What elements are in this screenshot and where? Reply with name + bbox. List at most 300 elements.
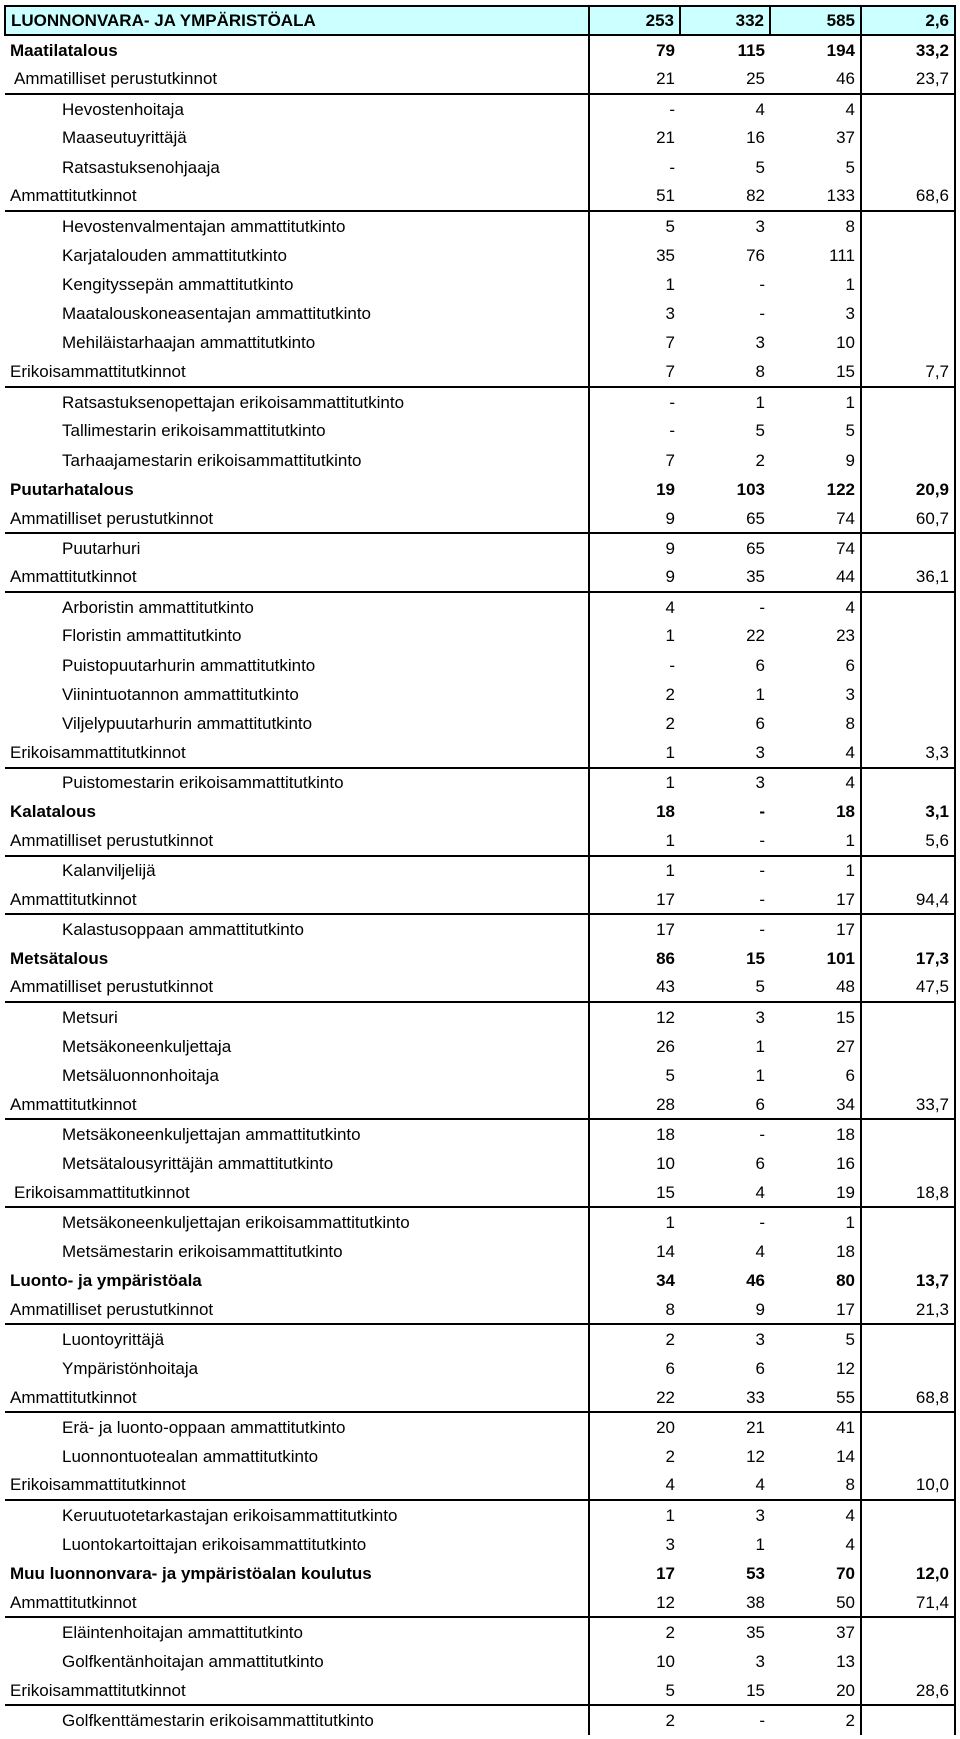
qualification-row <box>5 1061 955 1090</box>
value-cell-d <box>861 1412 955 1441</box>
value-cell-c: 4 <box>845 773 855 793</box>
row-label: Ratsastuksenohjaaja <box>5 152 589 181</box>
value-cell-b: 35 <box>680 563 770 592</box>
value-cell-d <box>861 621 955 650</box>
row-label: Metsäkoneenkuljettaja <box>5 1031 589 1060</box>
value-cell-c: 8 <box>845 216 855 236</box>
value-cell-d <box>861 1061 955 1090</box>
section-row <box>5 1266 955 1295</box>
value-cell-a: 9 <box>665 538 675 558</box>
value-cell-b: 21 <box>746 1417 765 1437</box>
value-cell-b: 3 <box>755 1007 765 1027</box>
category-row <box>5 738 955 767</box>
value-cell-a: 7 <box>589 358 680 387</box>
value-cell-a: 7 <box>665 450 675 470</box>
value-cell-c: 1 <box>845 392 855 412</box>
value-cell-a: 20 <box>656 1417 675 1437</box>
qualification-row <box>5 416 955 445</box>
value-cell-b: 5 <box>680 973 770 1002</box>
value-cell-b: - <box>759 1124 765 1144</box>
value-cell-c: 13 <box>836 1651 855 1671</box>
table-body <box>5 6 955 1735</box>
value-cell-d <box>861 1207 955 1236</box>
value-cell-a: 26 <box>656 1036 675 1056</box>
value-cell-c: 15 <box>770 358 861 387</box>
value-cell-c: 19 <box>770 1178 861 1207</box>
category-row <box>5 504 955 533</box>
value-cell-b: 1 <box>755 684 765 704</box>
value-cell-d <box>861 1617 955 1646</box>
qualification-row <box>5 768 955 797</box>
category-row <box>5 1090 955 1119</box>
value-cell-b: - <box>759 861 765 881</box>
value-cell-b: 3 <box>755 1651 765 1671</box>
value-cell-c: 48 <box>770 973 861 1002</box>
value-cell-d: 36,1 <box>861 563 955 592</box>
value-cell-c: 122 <box>826 479 855 499</box>
section-row <box>5 475 955 504</box>
qualification-row <box>5 1324 955 1353</box>
value-cell-a: 18 <box>656 802 675 822</box>
value-cell-b: - <box>759 919 765 939</box>
value-cell-d: 3,1 <box>861 797 955 826</box>
value-cell-d: 5,6 <box>861 826 955 855</box>
qualification-row <box>5 856 955 885</box>
value-cell-a: 12 <box>656 1007 675 1027</box>
qualification-row <box>5 211 955 240</box>
value-cell-d: 23,7 <box>861 65 955 94</box>
value-cell-d: 68,8 <box>861 1383 955 1412</box>
value-cell-a: 2 <box>665 1622 675 1642</box>
row-label: Erikoisammattitutkinnot <box>5 1676 589 1705</box>
value-cell-d <box>861 709 955 738</box>
value-cell-a: 18 <box>656 1124 675 1144</box>
row-label: Ammatilliset perustutkinnot <box>5 973 589 1002</box>
value-cell-c: 585 <box>770 6 861 35</box>
value-cell-c: 5 <box>845 421 855 441</box>
value-cell-d <box>861 387 955 416</box>
value-cell-b: 82 <box>680 182 770 211</box>
value-cell-a: 2 <box>665 1446 675 1466</box>
value-cell-d <box>861 123 955 152</box>
qualification-row <box>5 1236 955 1265</box>
value-cell-b: 1 <box>755 392 765 412</box>
qualification-row <box>5 123 955 152</box>
value-cell-d <box>861 914 955 943</box>
value-cell-c: 50 <box>770 1588 861 1617</box>
value-cell-c: 194 <box>826 40 855 60</box>
value-cell-a: 2 <box>665 684 675 704</box>
value-cell-b: - <box>759 1212 765 1232</box>
qualification-row <box>5 1412 955 1441</box>
value-cell-a: 6 <box>665 1358 675 1378</box>
value-cell-d <box>861 152 955 181</box>
value-cell-c: 41 <box>836 1417 855 1437</box>
value-cell-c: 4 <box>770 738 861 767</box>
value-cell-b: 1 <box>755 1534 765 1554</box>
value-cell-a: 3 <box>665 304 675 324</box>
value-cell-d: 2,6 <box>861 6 955 35</box>
value-cell-a: 1 <box>665 773 675 793</box>
value-cell-c: 1 <box>845 1212 855 1232</box>
category-row <box>5 65 955 94</box>
value-cell-b: 9 <box>680 1295 770 1324</box>
value-cell-d: 60,7 <box>861 504 955 533</box>
value-cell-a: 1 <box>665 1505 675 1525</box>
value-cell-c: 12 <box>836 1358 855 1378</box>
value-cell-b: - <box>759 802 765 822</box>
total-row <box>5 6 955 35</box>
value-cell-b: 3 <box>755 773 765 793</box>
value-cell-d <box>861 1324 955 1353</box>
value-cell-a: 21 <box>656 128 675 148</box>
value-cell-c: 4 <box>845 99 855 119</box>
value-cell-b: 103 <box>736 479 765 499</box>
row-label: Ammattitutkinnot <box>5 885 589 914</box>
category-row <box>5 1471 955 1500</box>
value-cell-b: 25 <box>680 65 770 94</box>
section-row <box>5 1559 955 1588</box>
value-cell-d <box>861 768 955 797</box>
value-cell-d: 94,4 <box>861 885 955 914</box>
row-label: Kalatalous <box>5 797 589 826</box>
value-cell-d: 68,6 <box>861 182 955 211</box>
row-label: Ammattitutkinnot <box>5 182 589 211</box>
value-cell-a: 8 <box>589 1295 680 1324</box>
qualification-row <box>5 1647 955 1676</box>
row-label: Luontoyrittäjä <box>5 1324 589 1353</box>
row-label: Maatilatalous <box>5 35 589 64</box>
value-cell-b: 332 <box>680 6 770 35</box>
category-row <box>5 1295 955 1324</box>
value-cell-c: 5 <box>845 1330 855 1349</box>
value-cell-d: 20,9 <box>861 475 955 504</box>
value-cell-b: 3 <box>755 1505 765 1525</box>
category-row <box>5 358 955 387</box>
section-row <box>5 35 955 64</box>
qualification-row <box>5 621 955 650</box>
value-cell-a: 10 <box>656 1153 675 1173</box>
qualification-row <box>5 1442 955 1471</box>
qualification-row <box>5 1149 955 1178</box>
value-cell-d <box>861 1442 955 1471</box>
value-cell-a: 2 <box>665 714 675 734</box>
row-label: Mehiläistarhaajan ammattitutkinto <box>5 328 589 357</box>
statistics-table <box>4 5 956 1735</box>
value-cell-b: 2 <box>755 450 765 470</box>
value-cell-b: 4 <box>755 1241 765 1261</box>
value-cell-d <box>861 416 955 445</box>
value-cell-a: 9 <box>589 563 680 592</box>
value-cell-d: 71,4 <box>861 1588 955 1617</box>
value-cell-a: 253 <box>589 6 680 35</box>
value-cell-a: 7 <box>665 333 675 353</box>
row-label: Maatalouskoneasentajan ammattitutkinto <box>5 299 589 328</box>
qualification-row <box>5 592 955 621</box>
value-cell-c: 8 <box>770 1471 861 1500</box>
value-cell-c: 1 <box>845 861 855 881</box>
qualification-row <box>5 152 955 181</box>
row-label: Metsämestarin erikoisammattitutkinto <box>5 1236 589 1265</box>
category-row <box>5 1588 955 1617</box>
category-row <box>5 182 955 211</box>
row-label: Ammattitutkinnot <box>5 1588 589 1617</box>
value-cell-d <box>861 240 955 269</box>
row-label: Luonnontuotealan ammattitutkinto <box>5 1442 589 1471</box>
category-row <box>5 1676 955 1705</box>
value-cell-c: 4 <box>845 1534 855 1554</box>
value-cell-a: 22 <box>589 1383 680 1412</box>
row-label: Ratsastuksenopettajan erikoisammattitutkinto <box>5 387 589 416</box>
value-cell-a: - <box>669 157 675 177</box>
value-cell-c: 14 <box>836 1446 855 1466</box>
value-cell-c: 18 <box>836 1124 855 1144</box>
category-row <box>5 885 955 914</box>
row-label: Ammatilliset perustutkinnot <box>5 504 589 533</box>
row-label: Keruutuotetarkastajan erikoisammattitutkinto <box>5 1500 589 1529</box>
value-cell-b: 3 <box>755 333 765 353</box>
qualification-row <box>5 533 955 562</box>
value-cell-b: 22 <box>746 626 765 646</box>
value-cell-a: 19 <box>656 479 675 499</box>
value-cell-c: 4 <box>845 1505 855 1525</box>
value-cell-c: 46 <box>770 65 861 94</box>
value-cell-d <box>861 1119 955 1148</box>
row-label: Eläintenhoitajan ammattitutkinto <box>5 1617 589 1646</box>
value-cell-c: 17 <box>836 919 855 939</box>
value-cell-b: 38 <box>680 1588 770 1617</box>
value-cell-a: - <box>669 655 675 675</box>
value-cell-b: 4 <box>680 1178 770 1207</box>
value-cell-d <box>861 1647 955 1676</box>
row-label: Karjatalouden ammattitutkinto <box>5 240 589 269</box>
qualification-row <box>5 445 955 474</box>
value-cell-b: 8 <box>680 358 770 387</box>
value-cell-a: 2 <box>665 1330 675 1349</box>
value-cell-a: 5 <box>665 1065 675 1085</box>
value-cell-c: 10 <box>836 333 855 353</box>
qualification-row <box>5 299 955 328</box>
value-cell-b: 15 <box>746 948 765 968</box>
value-cell-b: - <box>759 274 765 294</box>
value-cell-a: 34 <box>656 1270 675 1290</box>
value-cell-c: 111 <box>829 245 855 265</box>
value-cell-a: - <box>669 99 675 119</box>
value-cell-d <box>861 1500 955 1529</box>
value-cell-d <box>861 651 955 680</box>
value-cell-a: 3 <box>665 1534 675 1554</box>
value-cell-c: 6 <box>845 655 855 675</box>
value-cell-c: 44 <box>770 563 861 592</box>
value-cell-b: 5 <box>755 157 765 177</box>
value-cell-d <box>861 211 955 240</box>
value-cell-c: 80 <box>836 1270 855 1290</box>
value-cell-c: 20 <box>770 1676 861 1705</box>
value-cell-b: 1 <box>755 1036 765 1056</box>
row-label: Metsäkoneenkuljettajan ammattitutkinto <box>5 1119 589 1148</box>
row-label: Erikoisammattitutkinnot <box>5 738 589 767</box>
qualification-row <box>5 1354 955 1383</box>
value-cell-c: 17 <box>770 1295 861 1324</box>
value-cell-a: 17 <box>656 1563 675 1583</box>
value-cell-b: 35 <box>746 1622 765 1642</box>
value-cell-d: 17,3 <box>861 944 955 973</box>
value-cell-b: 3 <box>755 216 765 236</box>
value-cell-d <box>861 94 955 123</box>
value-cell-b: 53 <box>746 1563 765 1583</box>
row-label: Erikoisammattitutkinnot <box>5 358 589 387</box>
row-label: Metsätalousyrittäjän ammattitutkinto <box>5 1149 589 1178</box>
value-cell-d <box>861 270 955 299</box>
value-cell-a: 1 <box>665 626 675 646</box>
row-label: Muu luonnonvara- ja ympäristöalan koulutus <box>5 1559 589 1588</box>
value-cell-d <box>861 680 955 709</box>
value-cell-b: 65 <box>746 538 765 558</box>
value-cell-b: 65 <box>680 504 770 533</box>
value-cell-b: 5 <box>755 421 765 441</box>
value-cell-c: 34 <box>770 1090 861 1119</box>
value-cell-a: 43 <box>589 973 680 1002</box>
value-cell-d: 33,7 <box>861 1090 955 1119</box>
value-cell-d <box>861 1354 955 1383</box>
value-cell-d <box>861 1002 955 1031</box>
value-cell-b: 1 <box>755 1065 765 1085</box>
category-row <box>5 826 955 855</box>
row-label: Erikoisammattitutkinnot <box>5 1471 589 1500</box>
value-cell-c: 9 <box>845 450 855 470</box>
value-cell-d: 47,5 <box>861 973 955 1002</box>
qualification-row <box>5 680 955 709</box>
value-cell-b: 15 <box>680 1676 770 1705</box>
qualification-row <box>5 240 955 269</box>
value-cell-c: 1 <box>845 274 855 294</box>
value-cell-a: 5 <box>589 1676 680 1705</box>
value-cell-a: 28 <box>589 1090 680 1119</box>
qualification-row <box>5 1529 955 1558</box>
value-cell-a: 35 <box>656 245 675 265</box>
value-cell-a: 17 <box>656 919 675 939</box>
value-cell-a: 79 <box>656 40 675 60</box>
row-label: Arboristin ammattitutkinto <box>5 592 589 621</box>
value-cell-a: 4 <box>665 597 675 617</box>
value-cell-d <box>861 1529 955 1558</box>
row-label: Erä- ja luonto-oppaan ammattitutkinto <box>5 1412 589 1441</box>
row-label: Puistomestarin erikoisammattitutkinto <box>5 768 589 797</box>
value-cell-a: 5 <box>665 216 675 236</box>
value-cell-b: 6 <box>755 1153 765 1173</box>
value-cell-c: 4 <box>845 597 855 617</box>
qualification-row <box>5 1617 955 1646</box>
row-label: Ammattitutkinnot <box>5 1383 589 1412</box>
value-cell-b: 4 <box>755 99 765 119</box>
row-label: Maaseutuyrittäjä <box>5 123 589 152</box>
value-cell-c: 27 <box>836 1036 855 1056</box>
category-row <box>5 1178 955 1207</box>
value-cell-c: 23 <box>836 626 855 646</box>
value-cell-d <box>861 1236 955 1265</box>
value-cell-c: 2 <box>845 1710 855 1730</box>
qualification-row <box>5 1119 955 1148</box>
value-cell-a: 86 <box>656 948 675 968</box>
qualification-row <box>5 1002 955 1031</box>
row-label: Kalastusoppaan ammattitutkinto <box>5 914 589 943</box>
value-cell-d: 13,7 <box>861 1266 955 1295</box>
value-cell-c: 16 <box>836 1153 855 1173</box>
value-cell-a: 1 <box>665 861 675 881</box>
value-cell-c: 133 <box>770 182 861 211</box>
value-cell-b: 6 <box>755 655 765 675</box>
row-label: Tarhaajamestarin erikoisammattitutkinto <box>5 445 589 474</box>
value-cell-b: 6 <box>755 714 765 734</box>
value-cell-d: 18,8 <box>861 1178 955 1207</box>
value-cell-c: 18 <box>836 1241 855 1261</box>
value-cell-b: 33 <box>680 1383 770 1412</box>
value-cell-a: 9 <box>589 504 680 533</box>
row-label: Viinintuotannon ammattitutkinto <box>5 680 589 709</box>
row-label: Puutarhatalous <box>5 475 589 504</box>
qualification-row <box>5 1207 955 1236</box>
qualification-row <box>5 94 955 123</box>
value-cell-b: - <box>759 1710 765 1730</box>
value-cell-c: 1 <box>770 826 861 855</box>
row-label: Ammattitutkinnot <box>5 1090 589 1119</box>
row-label: Floristin ammattitutkinto <box>5 621 589 650</box>
value-cell-a: 51 <box>589 182 680 211</box>
value-cell-c: 15 <box>836 1007 855 1027</box>
value-cell-a: 17 <box>589 885 680 914</box>
row-label: Ammatilliset perustutkinnot <box>5 826 589 855</box>
value-cell-b: 115 <box>737 40 765 60</box>
category-row <box>5 563 955 592</box>
value-cell-d <box>861 856 955 885</box>
row-label: Golfkenttämestarin erikoisammattitutkinto <box>5 1705 589 1734</box>
value-cell-a: 12 <box>589 1588 680 1617</box>
value-cell-d: 7,7 <box>861 358 955 387</box>
value-cell-d <box>861 299 955 328</box>
qualification-row <box>5 387 955 416</box>
value-cell-c: 17 <box>770 885 861 914</box>
row-label: Hevostenvalmentajan ammattitutkinto <box>5 211 589 240</box>
category-row <box>5 1383 955 1412</box>
value-cell-a: 2 <box>665 1710 675 1730</box>
row-label: Ympäristönhoitaja <box>5 1354 589 1383</box>
value-cell-d: 12,0 <box>861 1559 955 1588</box>
category-row <box>5 973 955 1002</box>
value-cell-c: 3 <box>845 304 855 324</box>
value-cell-d <box>861 445 955 474</box>
qualification-row <box>5 709 955 738</box>
value-cell-a: 1 <box>665 274 675 294</box>
value-cell-b: 3 <box>680 738 770 767</box>
value-cell-d <box>861 1031 955 1060</box>
row-label: Viljelypuutarhurin ammattitutkinto <box>5 709 589 738</box>
value-cell-d <box>861 533 955 562</box>
value-cell-c: 37 <box>836 1622 855 1642</box>
row-label: Hevostenhoitaja <box>5 94 589 123</box>
row-label: Erikoisammattitutkinnot <box>5 1178 589 1207</box>
value-cell-b: 76 <box>746 245 765 265</box>
row-label: Luontokartoittajan erikoisammattitutkinto <box>5 1529 589 1558</box>
value-cell-d <box>861 1149 955 1178</box>
row-label: Tallimestarin erikoisammattitutkinto <box>5 416 589 445</box>
value-cell-c: 74 <box>836 538 855 558</box>
value-cell-b: - <box>759 597 765 617</box>
value-cell-a: 10 <box>656 1651 675 1671</box>
value-cell-b: 12 <box>746 1446 765 1466</box>
value-cell-c: 70 <box>836 1563 855 1583</box>
value-cell-c: 55 <box>770 1383 861 1412</box>
value-cell-c: 18 <box>836 802 855 822</box>
